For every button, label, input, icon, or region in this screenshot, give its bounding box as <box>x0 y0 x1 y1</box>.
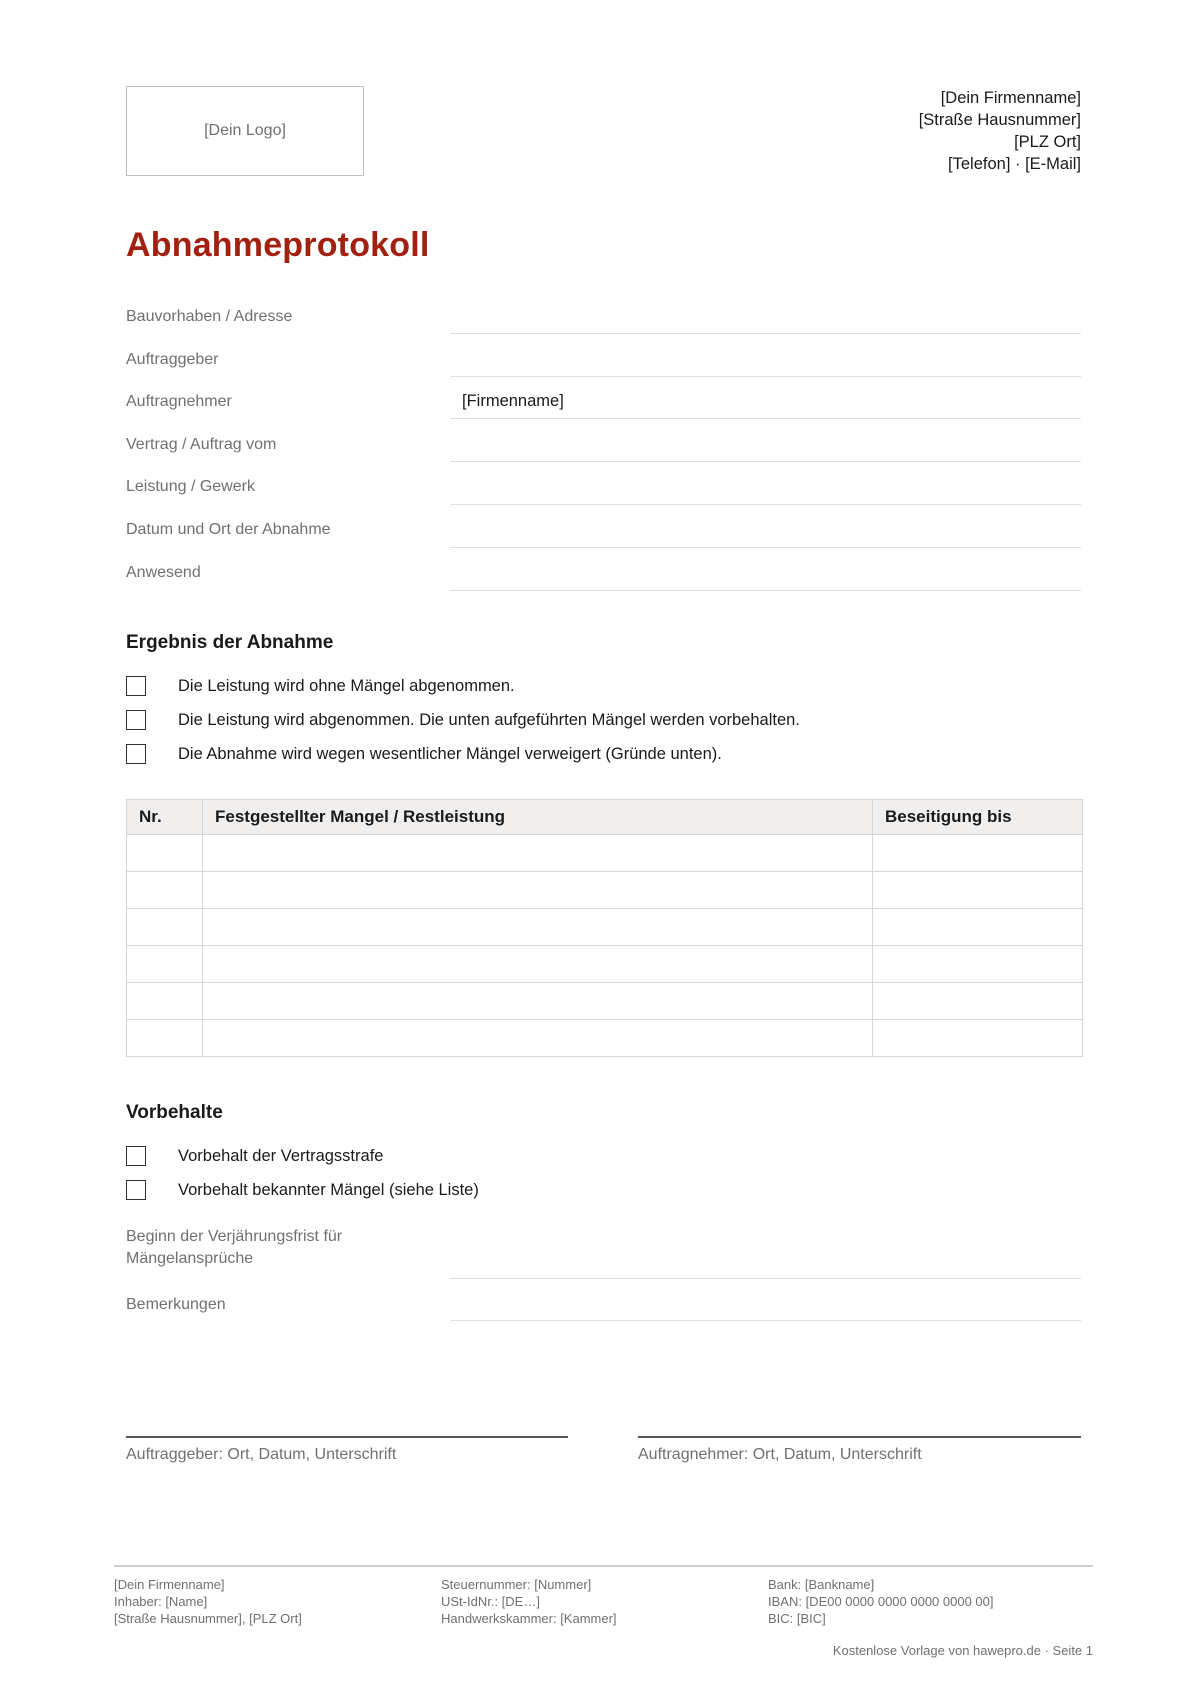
column-header-defect: Festgestellter Mangel / Restleistung <box>203 800 873 835</box>
footer-divider <box>114 1565 1093 1567</box>
result-option-accepted-label: Die Leistung wird ohne Mängel abgenommen. <box>178 676 515 695</box>
footer-template-note: Kostenlose Vorlage von hawepro.de · Seite 1 <box>832 1643 1093 1658</box>
table-cell-number[interactable] <box>127 1020 203 1057</box>
footer-iban: IBAN: [DE00 0000 0000 0000 0000 00] <box>768 1594 994 1609</box>
field-label-client: Auftraggeber <box>126 351 219 368</box>
signature-line-contractor[interactable] <box>638 1436 1081 1438</box>
table-cell-number[interactable] <box>127 909 203 946</box>
reservations-heading: Vorbehalte <box>126 1102 223 1123</box>
logo-placeholder <box>126 86 364 176</box>
table-cell-defect[interactable] <box>203 909 873 946</box>
table-row <box>127 946 1083 983</box>
field-label-date-place: Datum und Ort der Abnahme <box>126 521 331 538</box>
table-row <box>127 872 1083 909</box>
table-cell-defect[interactable] <box>203 946 873 983</box>
table-cell-deadline[interactable] <box>873 1020 1083 1057</box>
footer-address: [Straße Hausnummer], [PLZ Ort] <box>114 1611 302 1626</box>
checkbox-accepted-reserved[interactable] <box>126 710 146 730</box>
table-cell-number[interactable] <box>127 835 203 872</box>
field-label-project: Bauvorhaben / Adresse <box>126 308 293 325</box>
column-header-deadline: Beseitigung bis <box>873 800 1083 835</box>
logo-placeholder-text: [Dein Logo] <box>204 122 286 139</box>
table-cell-deadline[interactable] <box>873 983 1083 1020</box>
field-line-service[interactable] <box>450 504 1081 505</box>
table-row <box>127 1020 1083 1057</box>
field-line-remarks[interactable] <box>450 1320 1081 1321</box>
reservation-option-penalty-label: Vorbehalt der Vertragsstrafe <box>178 1146 384 1165</box>
field-label-contractor: Auftragnehmer <box>126 393 232 410</box>
table-cell-number[interactable] <box>127 872 203 909</box>
table-row <box>127 983 1083 1020</box>
field-label-service: Leistung / Gewerk <box>126 478 255 495</box>
result-option-refused[interactable] <box>126 744 722 764</box>
table-row <box>127 909 1083 946</box>
table-row <box>127 835 1083 872</box>
table-cell-defect[interactable] <box>203 835 873 872</box>
field-line-client[interactable] <box>450 376 1081 377</box>
checkbox-refused[interactable] <box>126 744 146 764</box>
footer-company-info <box>114 1576 302 1627</box>
field-value-contractor[interactable]: [Firmenname] <box>462 392 564 410</box>
company-contact: [Telefon] · [E-Mail] <box>948 155 1081 173</box>
field-line-contract[interactable] <box>450 461 1081 462</box>
field-label-warranty-start <box>126 1226 342 1270</box>
footer-bank-info <box>768 1576 994 1627</box>
signature-label-client: Auftraggeber: Ort, Datum, Unterschrift <box>126 1446 397 1463</box>
field-label-remarks: Bemerkungen <box>126 1296 226 1313</box>
result-heading: Ergebnis der Abnahme <box>126 632 334 653</box>
field-label-present: Anwesend <box>126 564 201 581</box>
footer-tax-info <box>441 1576 617 1627</box>
field-label-contract: Vertrag / Auftrag vom <box>126 436 277 453</box>
table-cell-deadline[interactable] <box>873 946 1083 983</box>
table-cell-defect[interactable] <box>203 983 873 1020</box>
table-header-row <box>127 800 1083 835</box>
company-city: [PLZ Ort] <box>1014 133 1081 151</box>
table-cell-deadline[interactable] <box>873 835 1083 872</box>
result-option-accepted[interactable] <box>126 676 515 696</box>
field-line-warranty-start[interactable] <box>450 1278 1081 1279</box>
footer-bank-name: Bank: [Bankname] <box>768 1577 875 1592</box>
company-name: [Dein Firmenname] <box>940 89 1081 107</box>
reservation-option-penalty[interactable] <box>126 1146 384 1166</box>
table-cell-defect[interactable] <box>203 1020 873 1057</box>
company-street: [Straße Hausnummer] <box>918 111 1081 129</box>
footer-vat-id: USt-IdNr.: [DE…] <box>441 1594 540 1609</box>
result-option-refused-label: Die Abnahme wird wegen wesentlicher Mängel verweigert (Gründe unten). <box>178 744 722 763</box>
signature-line-client[interactable] <box>126 1436 568 1438</box>
document-title: Abnahmeprotokoll <box>126 226 430 264</box>
result-option-accepted-reserved-label: Die Leistung wird abgenommen. Die unten aufgeführten Mängel werden vorbehalten. <box>178 710 800 729</box>
table-cell-deadline[interactable] <box>873 909 1083 946</box>
reservation-option-known-defects-label: Vorbehalt bekannter Mängel (siehe Liste) <box>178 1180 479 1199</box>
field-line-project[interactable] <box>450 333 1081 334</box>
signature-label-contractor: Auftragnehmer: Ort, Datum, Unterschrift <box>638 1446 922 1463</box>
column-header-number: Nr. <box>127 800 203 835</box>
checkbox-penalty[interactable] <box>126 1146 146 1166</box>
defects-table <box>126 799 1083 1057</box>
footer-tax-number: Steuernummer: [Nummer] <box>441 1577 592 1592</box>
table-cell-defect[interactable] <box>203 872 873 909</box>
field-label-warranty-start-line1: Beginn der Verjährungsfrist für <box>126 1228 343 1245</box>
footer-bic: BIC: [BIC] <box>768 1611 826 1626</box>
company-address-block <box>681 87 1081 175</box>
table-cell-deadline[interactable] <box>873 872 1083 909</box>
checkbox-accepted[interactable] <box>126 676 146 696</box>
field-line-date-place[interactable] <box>450 547 1081 548</box>
result-option-accepted-reserved[interactable] <box>126 710 800 730</box>
field-label-warranty-start-line2: Mängelansprüche <box>126 1250 254 1267</box>
reservation-option-known-defects[interactable] <box>126 1180 479 1200</box>
checkbox-known-defects[interactable] <box>126 1180 146 1200</box>
field-line-present[interactable] <box>450 590 1081 591</box>
footer-company-name: [Dein Firmenname] <box>114 1577 225 1592</box>
field-line-contractor[interactable] <box>450 418 1081 419</box>
footer-chamber: Handwerkskammer: [Kammer] <box>441 1611 617 1626</box>
footer-owner: Inhaber: [Name] <box>114 1594 208 1609</box>
table-cell-number[interactable] <box>127 946 203 983</box>
table-cell-number[interactable] <box>127 983 203 1020</box>
